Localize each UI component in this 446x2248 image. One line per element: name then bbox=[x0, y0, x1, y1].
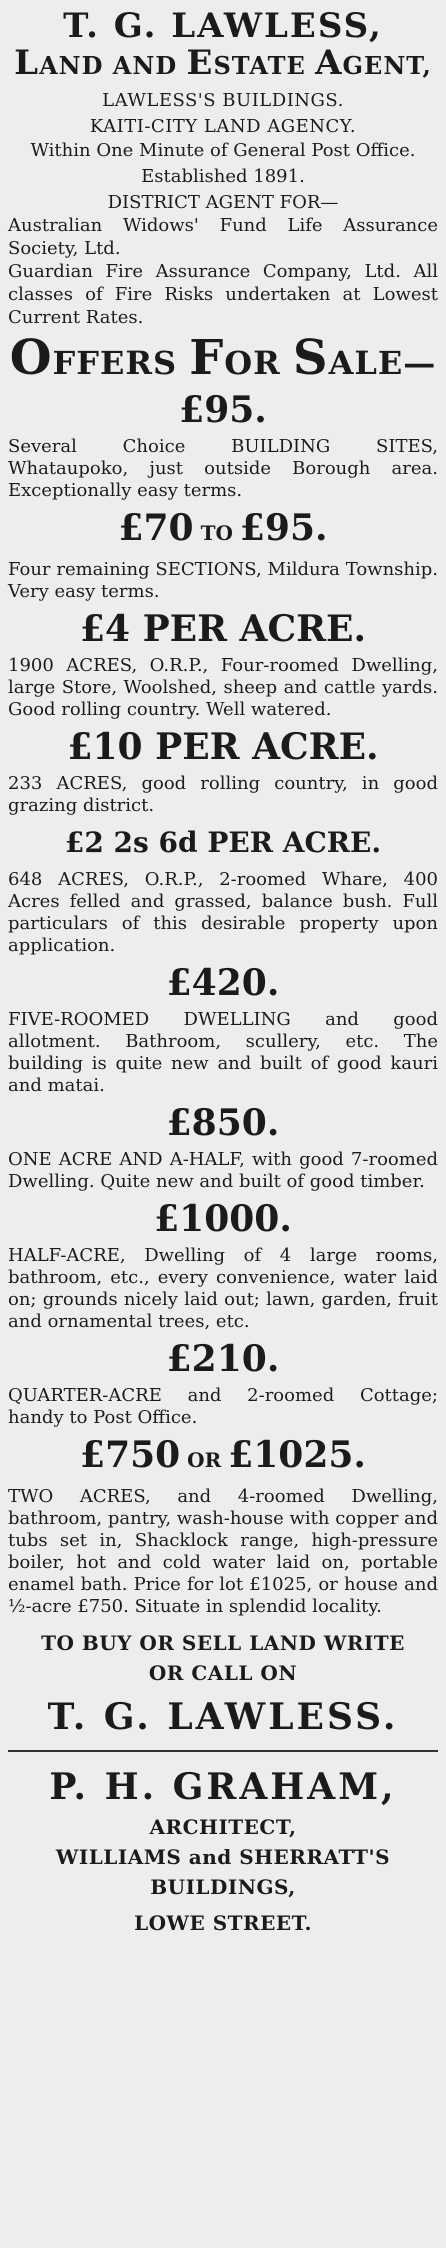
listing-description: QUARTER-ACRE and 2-roomed Cottage; handy to Post Office. bbox=[8, 1385, 438, 1428]
title-initial-e: E bbox=[186, 43, 214, 83]
buildings-line: LAWLESS'S BUILDINGS. bbox=[102, 90, 344, 111]
offers-for-sale-heading bbox=[8, 330, 438, 386]
listing-description: FIVE-ROOMED DWELLING and good allotment. Bathroom, scullery, etc. The building is quite new and built of good kauri and matai. bbox=[8, 1009, 438, 1096]
listing bbox=[8, 1337, 438, 1429]
listing-description: TWO ACRES, and 4-roomed Dwelling, bathroom, pantry, wash-house with copper and tubs set in, Shacklock range, high-pressure boiler, hot and cold water laid on, portable enamel bath. Price for lot £1025, or house and ½-acre £750. Situate in splendid locality. bbox=[8, 1486, 438, 1617]
offers-initial-s: S bbox=[292, 330, 329, 386]
title-part-2: STATE bbox=[213, 51, 316, 80]
lawless-footer bbox=[8, 1630, 438, 1740]
call-on-line: OR CALL ON bbox=[148, 1661, 298, 1685]
listing bbox=[8, 725, 438, 817]
listing bbox=[8, 506, 438, 603]
within-line: Within One Minute of General Post Office. bbox=[30, 140, 416, 161]
listing-description: Four remaining SECTIONS, Mildura Township. Very easy terms. bbox=[8, 559, 438, 602]
price-connector: TO bbox=[193, 521, 240, 545]
footer-advertiser-name: T. G. LAWLESS. bbox=[47, 1696, 399, 1738]
listing-price: £420. bbox=[166, 962, 280, 1004]
price-low: £70 bbox=[118, 507, 194, 549]
offers-part-1: FFERS bbox=[52, 344, 190, 382]
architect-buildings-line-2: BUILDINGS, bbox=[150, 1875, 296, 1899]
agency-line: KAITI-CITY LAND AGENCY. bbox=[89, 116, 357, 137]
offers-part-2: OR bbox=[224, 344, 293, 382]
title-part-1: AND AND bbox=[39, 51, 187, 80]
title-initial-a: A bbox=[315, 43, 343, 83]
listing-description: HALF-ACRE, Dwelling of 4 large rooms, bathroom, etc., every convenience, water laid on; grounds nicely laid out; lawn, garden, fruit and ornamental trees, etc. bbox=[8, 1245, 438, 1332]
listing-description: ONE ACRE AND A-HALF, with good 7-roomed Dwelling. Quite new and built of good timber. bbox=[8, 1149, 438, 1192]
architect-buildings-line-1: WILLIAMS and SHERRATT'S bbox=[55, 1845, 391, 1869]
price-high: £95. bbox=[239, 507, 328, 549]
offers-initial-f: F bbox=[189, 330, 225, 386]
listing-description: 648 ACRES, O.R.P., 2-roomed Whare, 400 Acres felled and grassed, balance bush. Full particulars of this desirable property upon application. bbox=[8, 869, 438, 956]
title-initial-l: L bbox=[14, 43, 40, 83]
offers-initial-o: O bbox=[9, 330, 53, 386]
guardian-fire-line: Guardian Fire Assurance Company, Ltd. All classes of Fire Risks undertaken at Lowest Current Rates. bbox=[8, 261, 438, 328]
price-connector: OR bbox=[180, 1448, 229, 1472]
listing bbox=[8, 1101, 438, 1193]
established-line: Established 1891. bbox=[141, 166, 305, 187]
advertiser-name: T. G. LAWLESS, bbox=[63, 6, 383, 46]
listing bbox=[8, 607, 438, 721]
section-divider bbox=[8, 1750, 438, 1752]
architect-name: P. H. GRAHAM, bbox=[49, 1766, 397, 1808]
district-agent-line: DISTRICT AGENT FOR— bbox=[107, 192, 339, 213]
listing-price: £2 2s 6d PER ACRE. bbox=[64, 826, 382, 859]
listing-description: 1900 ACRES, O.R.P., Four-roomed Dwelling, large Store, Woolshed, sheep and cattle yards. Good rolling country. Well watered. bbox=[8, 655, 438, 720]
lawless-header bbox=[8, 6, 438, 329]
listing-price: £210. bbox=[166, 1338, 280, 1380]
listing-price: £4 PER ACRE. bbox=[79, 608, 367, 650]
listing-price-range bbox=[8, 506, 438, 555]
listing-price: £95. bbox=[179, 389, 267, 431]
widows-fund-line: Australian Widows' Fund Life Assurance Society, Ltd. bbox=[8, 215, 438, 259]
listing-price-range bbox=[8, 1433, 438, 1482]
price-low: £750 bbox=[80, 1434, 181, 1476]
listing bbox=[8, 961, 438, 1097]
listing-description: 233 ACRES, good rolling country, in good grazing district. bbox=[8, 773, 438, 816]
listing-price: £10 PER ACRE. bbox=[67, 726, 379, 768]
listing-price: £850. bbox=[166, 1102, 280, 1144]
offers-part-3: ALE— bbox=[328, 344, 437, 382]
listing-description: Several Choice BUILDING SITES, Whataupoko, just outside Borough area. Exceptionally easy terms. bbox=[8, 436, 438, 501]
buy-sell-line: TO BUY OR SELL LAND WRITE bbox=[41, 1631, 405, 1655]
graham-advertisement bbox=[8, 1764, 438, 1936]
listing bbox=[8, 388, 438, 502]
listing bbox=[8, 821, 438, 957]
listing-price: £1000. bbox=[154, 1198, 292, 1240]
advertiser-title bbox=[8, 43, 438, 83]
title-part-3: GENT, bbox=[342, 51, 432, 80]
listing bbox=[8, 1197, 438, 1333]
architect-role: ARCHITECT, bbox=[149, 1815, 297, 1839]
listing bbox=[8, 1433, 438, 1618]
architect-street: LOWE STREET. bbox=[134, 1911, 312, 1935]
price-high: £1025. bbox=[228, 1434, 366, 1476]
